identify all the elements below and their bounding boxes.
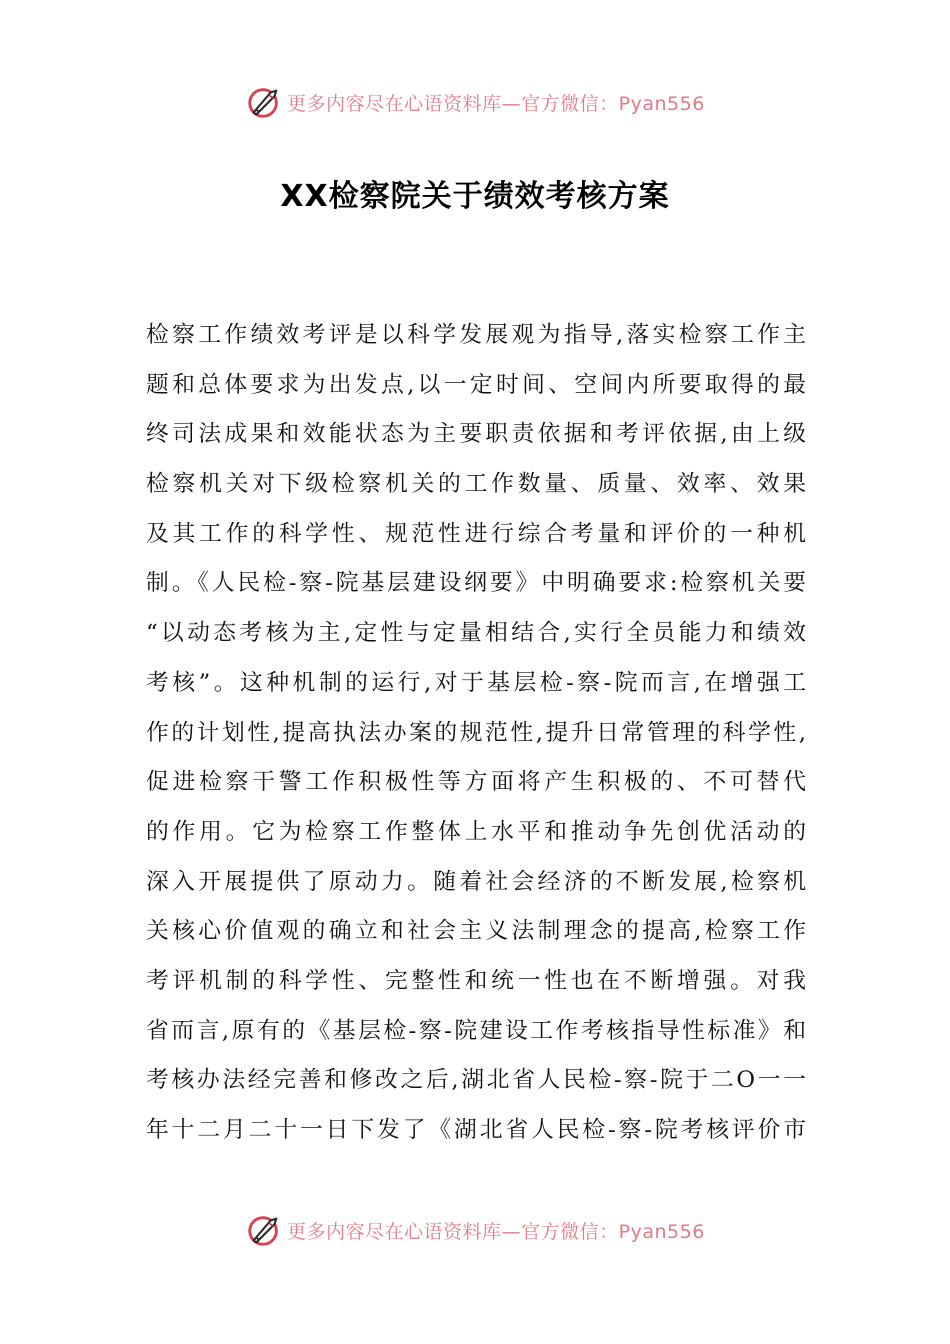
watermark-text: 更多内容尽在心语资料库—官方微信：Pyan556 <box>287 1220 705 1243</box>
document-body <box>146 311 806 1156</box>
body-line: 考核”。这种机制的运行,对于基层检-察-院而言,在增强工 <box>146 669 806 696</box>
body-line: 制。《人民检-察-院基层建设纲要》中明确要求:检察机关要 <box>146 570 806 597</box>
body-line: 检察机关对下级检察机关的工作数量、质量、效率、效果 <box>146 471 806 498</box>
body-line: 促进检察干警工作积极性等方面将产生积极的、不可替代 <box>146 769 806 796</box>
body-line: 的作用。它为检察工作整体上水平和推动争先创优活动的 <box>146 818 806 845</box>
body-line: 关核心价值观的确立和社会主义法制理念的提高,检察工作 <box>146 918 806 945</box>
body-line: 省而言,原有的《基层检-察-院建设工作考核指导性标准》和 <box>146 1017 806 1044</box>
body-line: 深入开展提供了原动力。随着社会经济的不断发展,检察机 <box>146 868 806 895</box>
body-line: 及其工作的科学性、规范性进行综合考量和评价的一种机 <box>146 520 806 547</box>
pen-nib-circle-icon <box>245 83 283 121</box>
pen-nib-circle-icon <box>245 1211 283 1249</box>
body-line: 检察工作绩效考评是以科学发展观为指导,落实检察工作主 <box>146 322 806 348</box>
header-watermark <box>0 80 950 124</box>
footer-watermark <box>0 1208 950 1252</box>
body-line: 题和总体要求为出发点,以一定时间、空间内所要取得的最 <box>146 371 806 398</box>
body-line: 考核办法经完善和修改之后,湖北省人民检-察-院于二O一一 <box>146 1067 806 1094</box>
body-line: 考评机制的科学性、完整性和统一性也在不断增强。对我 <box>146 967 806 994</box>
body-line: “以动态考核为主,定性与定量相结合,实行全员能力和绩效 <box>146 620 806 647</box>
document-title: XX检察院关于绩效考核方案 <box>280 179 670 214</box>
watermark-text: 更多内容尽在心语资料库—官方微信：Pyan556 <box>287 92 705 115</box>
body-line: 年十二月二十一日下发了《湖北省人民检-察-院考核评价市 <box>146 1117 806 1143</box>
body-line: 作的计划性,提高执法办案的规范性,提升日常管理的科学性, <box>146 719 806 746</box>
body-line: 终司法成果和效能状态为主要职责依据和考评依据,由上级 <box>146 421 806 448</box>
